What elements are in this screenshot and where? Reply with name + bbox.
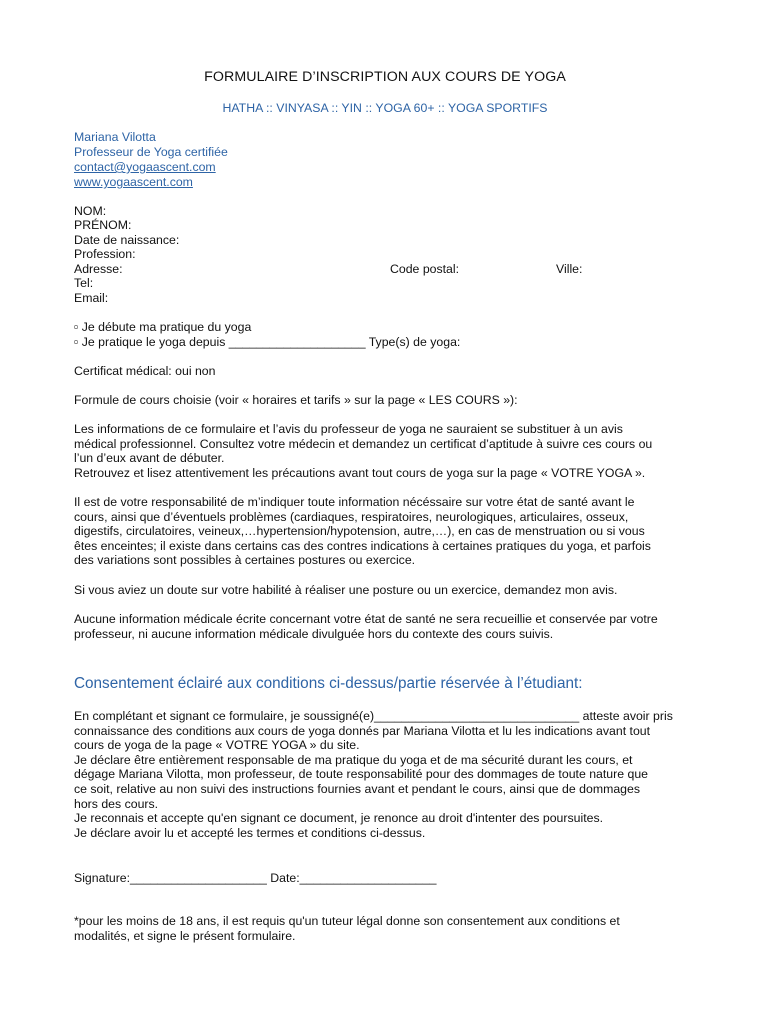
text-line: cours, ainsi que d’éventuels problèmes (cardiaques, respiratoires, neurologiques, articulaires, osseux,: [74, 509, 629, 524]
checkbox-pratique-option[interactable]: ▫ Je pratique le yoga depuis ____________________ Type(s) de yoga:: [74, 335, 461, 349]
text-line: ce soit, relative au non suivi des instructions fournies avant et pendant le cours, ainsi que de dommages: [74, 781, 640, 796]
teacher-name: Mariana Vilotta: [74, 130, 156, 144]
text-line: cours de yoga de la page « VOTRE YOGA » du site.: [74, 738, 360, 753]
text-line: Les informations de ce formulaire et l’avis du professeur de yoga ne sauraient se substituer à un avis: [74, 422, 623, 436]
field-ville: Ville:: [556, 262, 583, 276]
text-line: Aucune information médicale écrite concernant votre état de santé ne sera recueillie et conservée par votre: [74, 612, 658, 626]
teacher-website-link[interactable]: www.yogaascent.com: [74, 175, 193, 189]
text-line: Si vous aviez un doute sur votre habilité à réaliser une posture ou un exercice, demandez mon avis.: [74, 583, 618, 597]
checkbox-debute-option[interactable]: ▫ Je débute ma pratique du yoga: [74, 320, 252, 334]
text-line: Je déclare avoir lu et accepté les termes et conditions ci-dessus.: [74, 825, 426, 840]
course-types-subtitle: HATHA :: VINYASA :: YIN :: YOGA 60+ :: YOGA SPORTIFS: [222, 101, 548, 115]
page-title: FORMULAIRE D’INSCRIPTION AUX COURS DE YOGA: [204, 69, 566, 85]
text-line: Je reconnais et accepte qu'en signant ce document, je renonce au droit d'intenter des poursuites.: [74, 811, 604, 826]
text-line: Retrouvez et lisez attentivement les précautions avant tout cours de yoga sur la page « VOTRE YOGA ».: [74, 465, 646, 480]
text-line: dégage Mariana Vilotta, mon professeur, de toute responsabilité pour des dommages de toute nature que: [74, 767, 649, 782]
info-paragraph-avis: [74, 422, 704, 480]
info-paragraph-doute: [74, 583, 704, 598]
signature-date-line: Signature:____________________ Date:____________________: [74, 871, 437, 885]
field-prenom: PRÉNOM:: [74, 218, 132, 232]
text-line: êtes enceintes; il existe dans certains cas des contres indications à certaines pratiques du yoga, et parfois: [74, 538, 651, 553]
text-line: médical professionnel. Consultez votre médecin et demandez un certificat d’aptitude à suivre ces cours ou: [74, 436, 653, 451]
text-line: En complétant et signant ce formulaire, je soussigné(e)______________________________ atteste avoir pris: [74, 709, 673, 723]
field-code-postal: Code postal:: [390, 262, 460, 276]
text-line: des variations sont possibles à certaines postures ou exercice.: [74, 553, 416, 568]
text-line: Il est de votre responsabilité de m’indiquer toute information nécéssaire sur votre état de santé avant le: [74, 495, 635, 509]
text-line: hors des cours.: [74, 796, 159, 811]
teacher-email-link[interactable]: contact@yogaascent.com: [74, 160, 216, 174]
text-line: connaissance des conditions aux cours de yoga donnés par Mariana Vilotta et lu les indications avant tout: [74, 723, 651, 738]
field-tel: Tel:: [74, 276, 94, 290]
consent-paragraph: [74, 709, 704, 840]
text-line: modalités, et signe le présent formulaire.: [74, 928, 296, 943]
text-line: Je déclare être entièrement responsable de ma pratique du yoga et de ma sécurité durant les cours, et: [74, 752, 633, 767]
field-date-naissance: Date de naissance:: [74, 233, 180, 247]
text-line: digestifs, circulatoires, veineux,…hypertension/hypotension, autre,…), en cas de menstruation ou si vous: [74, 524, 645, 539]
text-line: l’un d’eux avant de débuter.: [74, 451, 225, 466]
field-adresse: Adresse:: [74, 262, 123, 276]
field-profession: Profession:: [74, 247, 136, 261]
text-line: professeur, ni aucune information médicale divulguée hors du contexte des cours suivis.: [74, 626, 554, 641]
footnote: [74, 914, 704, 943]
info-paragraph-responsabilite: [74, 495, 704, 568]
teacher-role: Professeur de Yoga certifiée: [74, 145, 228, 159]
certificat-medical-line: Certificat médical: oui non: [74, 364, 216, 378]
info-paragraph-confidentialite: [74, 612, 704, 641]
consent-heading: Consentement éclairé aux conditions ci-dessus/partie réservée à l’étudiant:: [74, 675, 583, 692]
field-nom: NOM:: [74, 204, 107, 218]
text-line: *pour les moins de 18 ans, il est requis qu'un tuteur légal donne son consentement aux conditions et: [74, 914, 620, 928]
formule-cours-line: Formule de cours choisie (voir « horaires et tarifs » sur la page « LES COURS »):: [74, 393, 518, 407]
field-email: Email:: [74, 291, 109, 305]
